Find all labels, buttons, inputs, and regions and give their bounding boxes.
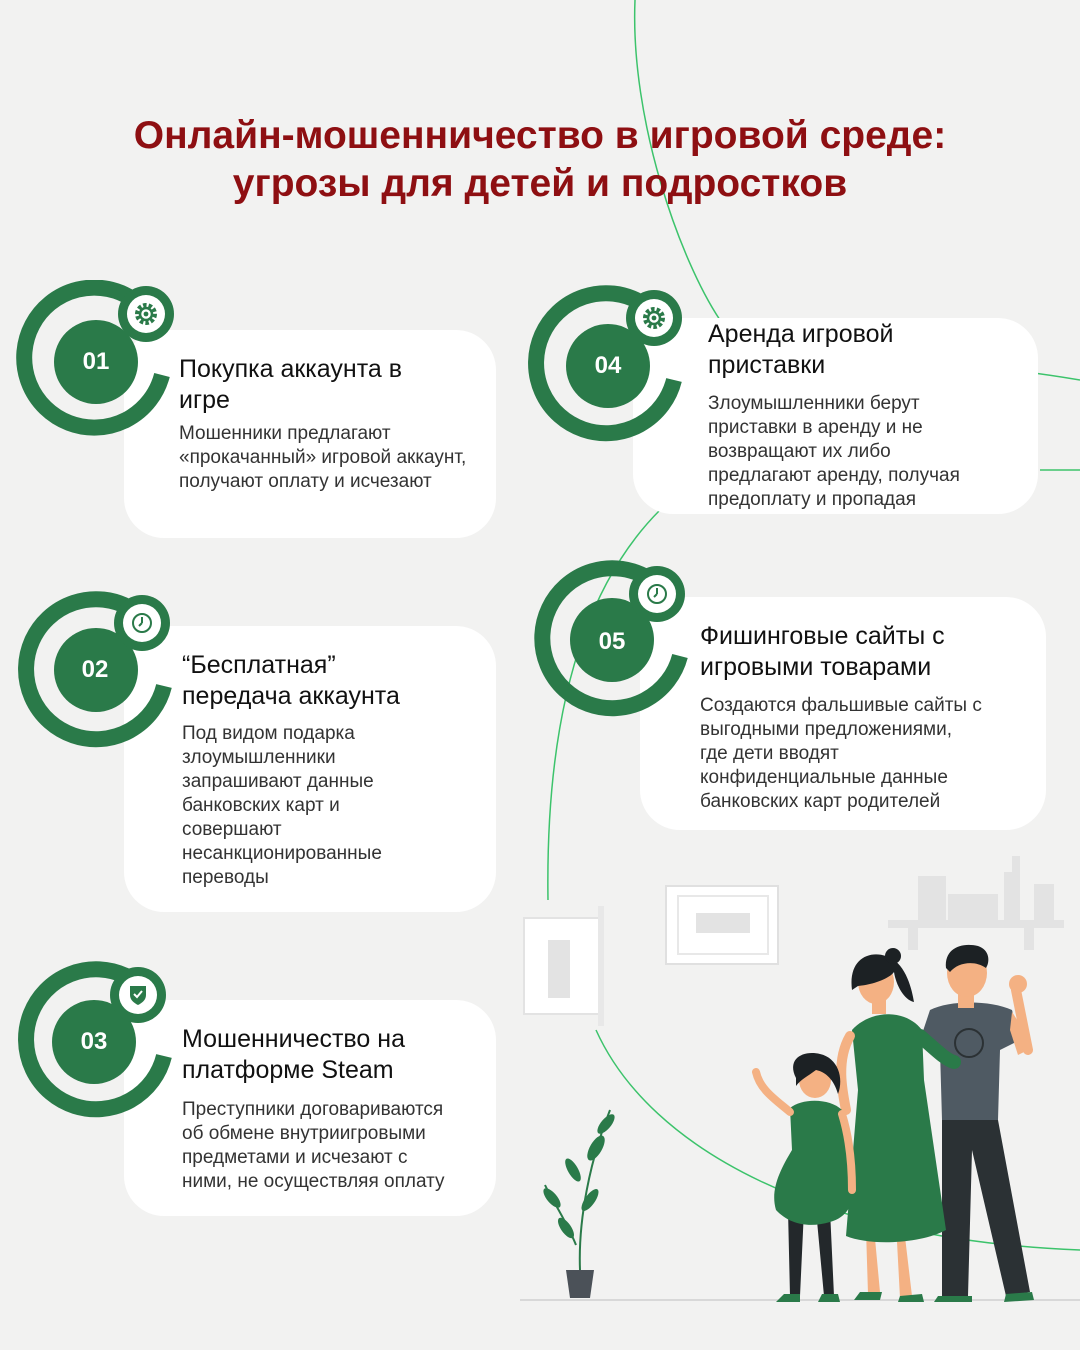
card-05-title: Фишинговые сайты с игровыми товарами: [700, 622, 945, 681]
badge-02-number: 02: [81, 656, 109, 683]
door-frame: [524, 906, 604, 1026]
badge-03-number: 03: [80, 1028, 108, 1055]
badge-04-number: 04: [594, 352, 622, 379]
card-04-title: Аренда игровой приставки: [708, 320, 894, 379]
man-figure: [920, 945, 1034, 1302]
woman-figure: [841, 948, 954, 1302]
card-02-title: “Бесплатная” передача аккаунта: [182, 651, 400, 710]
card-03-title: Мошенничество на платформе Steam: [182, 1025, 405, 1084]
card-02-text: Под видом подарка злоумышленники запрашивают данные банковских карт и совершают несанкционированные переводы: [182, 723, 382, 888]
plant: [540, 1110, 617, 1298]
title-line-2: угрозы для детей и подростков: [232, 162, 848, 205]
wall-frame: [666, 886, 778, 964]
card-01-title: Покупка аккаунта в игре: [179, 355, 403, 414]
badge-01-number: 01: [82, 348, 110, 375]
card-03-text: Преступники договариваются об обмене внутриигровыми предметами и исчезают с ними, не осуществляя оплату: [182, 1099, 445, 1192]
card-04-text: Злоумышленники берут приставки в аренду и не возвращают их либо предлагают аренду, получая предоплату и пропадая: [708, 393, 960, 510]
card-01-text: Мошенники предлагают «прокачанный» игровой аккаунт, получают оплату и исчезают: [179, 423, 467, 492]
card-05-text: Создаются фальшивые сайты с выгодными предложениями, где дети вводят конфиденциальные данные банковских карт родителей: [700, 695, 982, 812]
shelf: [888, 856, 1064, 950]
badge-05-number: 05: [598, 628, 626, 655]
title-line-1: Онлайн-мошенничество в игровой среде:: [133, 114, 947, 157]
